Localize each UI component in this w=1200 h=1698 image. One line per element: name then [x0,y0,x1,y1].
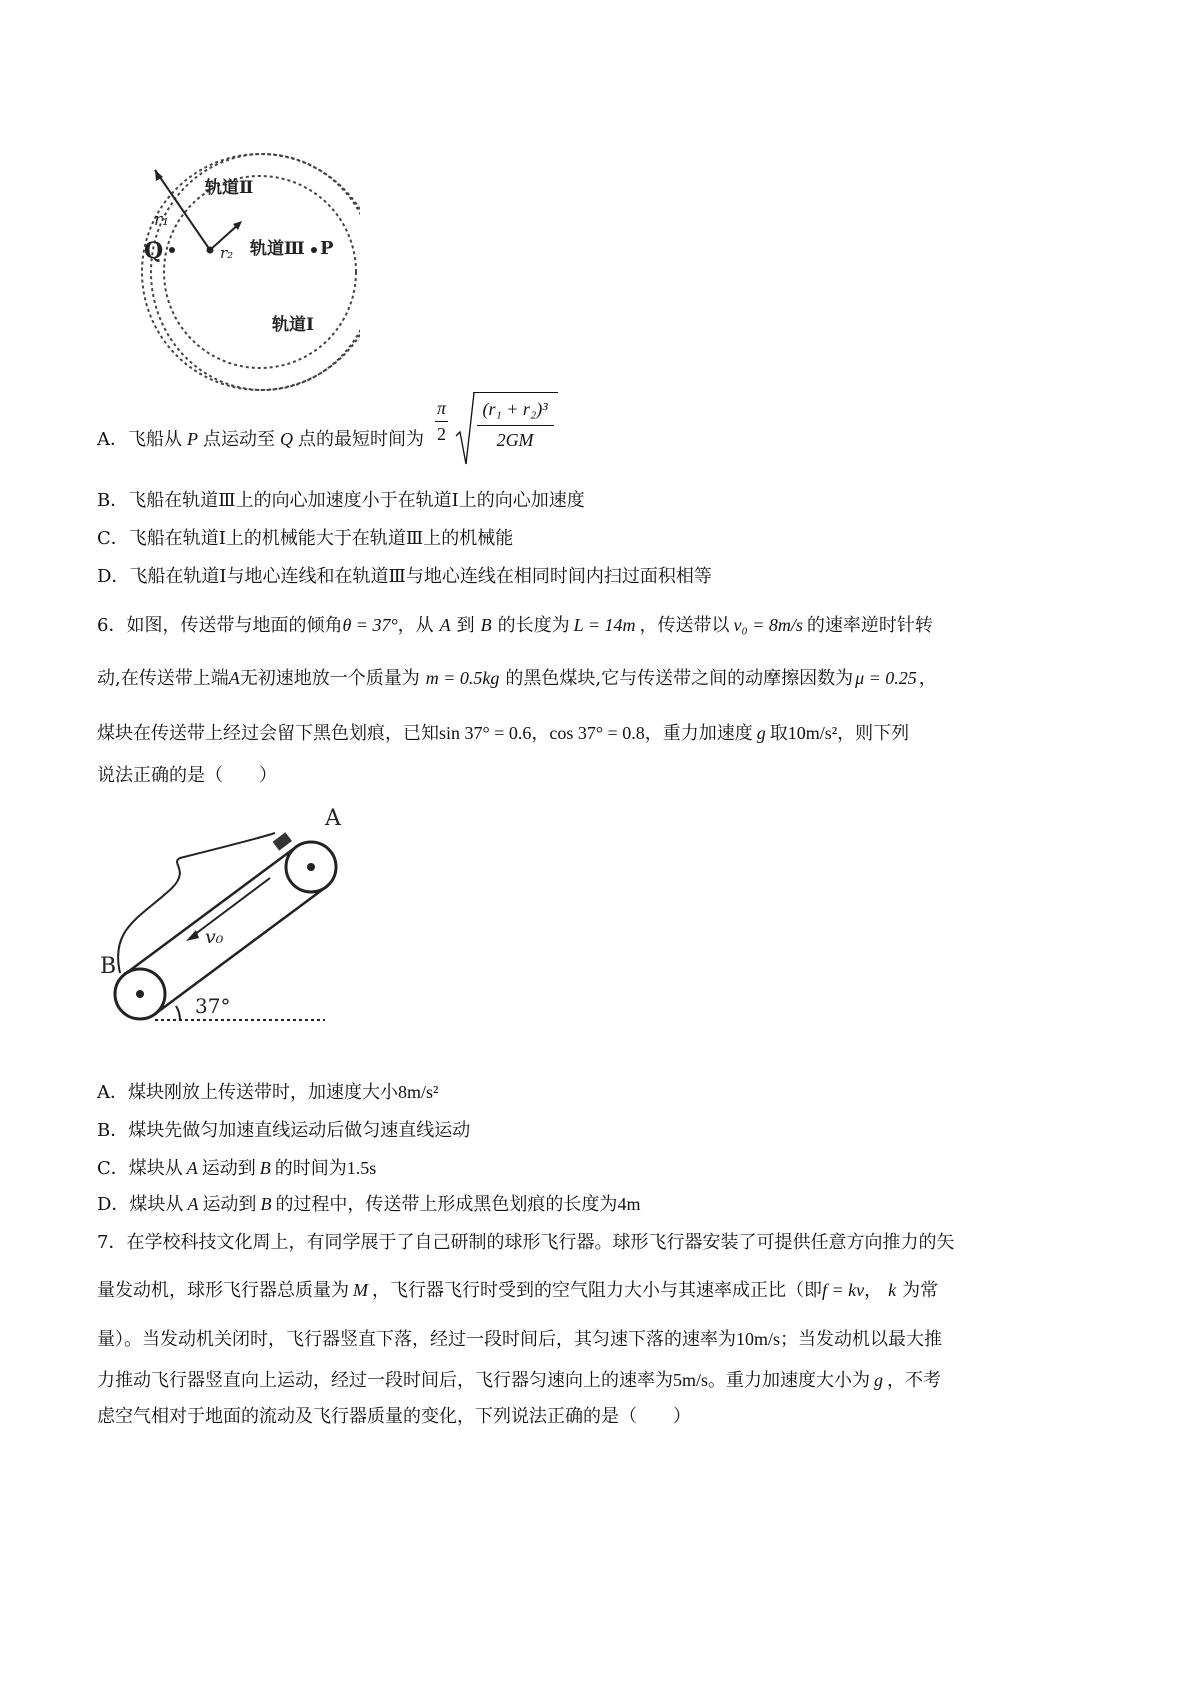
q6-option-C: C．煤块从 A 运动到 B 的时间为1.5s [97,1158,377,1179]
sqrt-expression [455,392,558,451]
q5-A-mid2: 点的最短时间为 [298,429,424,450]
q5-option-D: D．飞船在轨道Ⅰ与地心连线和在轨道Ⅲ与地心连线在相同时间内扫过面积相等 [97,566,712,587]
q6-option-A: A．煤块刚放上传送带时，加速度大小8m/s² [97,1082,439,1103]
theta-expr: θ = 37° [342,615,398,635]
q7-line-3: 量）。当发动机关闭时，飞行器竖直下落，经过一段时间后，其匀速下落的速率为10m/s；当发动机以最大推 [97,1329,943,1350]
conveyor-figure [100,808,350,1040]
q7-line-2: 量发动机，球形飞行器总质量为 M ，飞行器飞行时受到的空气阻力大小与其速率成正比（即f = kv， k 为常 [97,1280,939,1301]
frame-curve [118,833,275,973]
belt-bottom [155,887,326,1014]
q5-option-A [97,430,424,449]
orbit-I-ellipse [151,154,360,390]
label-Q: Q [144,238,164,264]
coal-block [273,832,292,850]
belt-top [125,847,296,974]
mu-expr: μ = 0.25 [855,668,917,688]
label-r1: r₁ [154,210,169,230]
q5-A-prefix: A．飞船从 [97,429,182,450]
angle-arc [176,1006,180,1020]
pulley-A-axle [307,863,315,871]
q5-option-B: B．飞船在轨道Ⅲ上的向心加速度小于在轨道Ⅰ上的向心加速度 [97,490,585,511]
label-P: P [320,238,334,259]
q6-line-1: 6．如图，传送带与地面的倾角θ = 37°，从 A 到 B 的长度为 L = 14m ，传送带以 v₀ = 8m/s 的速率逆时针转 [97,615,933,636]
fig-label-angle: 37° [195,994,231,1018]
v0-expr: v₀ = 8m/s [733,615,803,635]
q7-line-5: 虑空气相对于地面的流动及飞行器质量的变化，下列说法正确的是（ ） [97,1406,691,1427]
label-r2: r₂ [220,244,234,262]
sqrt-numerator: (r₁ + r₂)³ [477,395,554,426]
q6-line-3: 煤块在传送带上经过会留下黑色划痕，已知sin 37° = 0.6，cos 37° = 0.8，重力加速度 g 取10m/s²，则下列 [97,723,910,744]
point-P-dot [311,247,317,253]
q5-A-Q: Q [280,429,293,449]
cos-expr: cos 37° = 0.8 [549,723,645,743]
q5-A-formula [433,392,558,451]
v0-arrow [190,878,270,938]
q6-line-2: 动,在传送带上端A无初速地放一个质量为 m = 0.5kg 的黑色煤块,它与传送带之间的动摩擦因数为 μ = 0.25 ， [97,668,937,689]
length-expr: L = 14m [573,615,636,635]
drag-formula: f = kv [822,1280,865,1300]
q5-A-P: P [187,429,198,449]
mass-expr: m = 0.5kg [425,668,500,688]
label-orbit-III: 轨道Ⅲ [250,239,305,259]
fig-label-A: A [325,808,341,831]
sin-expr: sin 37° = 0.6 [439,723,532,743]
frac-numerator: π [435,398,448,422]
orbit-III-circle [164,176,356,368]
q7-line-1: 7．在学校科技文化周上，有同学展于了自己研制的球形飞行器。球形飞行器安装了可提供任意方向推力的矢 [97,1232,955,1253]
sqrt-denominator: 2GM [496,430,534,450]
q6-line-4: 说法正确的是（ ） [97,765,277,786]
frac-denominator: 2 [437,424,447,444]
radical-sign-icon [455,392,475,466]
fig-label-B: B [100,954,117,979]
pulley-B-axle [136,990,144,998]
q7-line-4: 力推动飞行器竖直向上运动，经过一段时间后，飞行器匀速向上的速率为5m/s。重力加速度大小为 g ，不考 [97,1370,942,1391]
q6-option-B: B．煤块先做匀加速直线运动后做匀速直线运动 [97,1120,471,1141]
label-orbit-II: 轨道Ⅱ [205,178,254,198]
q5-A-mid: 点运动至 [203,429,275,450]
g-value: 10m/s² [787,723,838,743]
orbit-figure [100,150,360,405]
q6-option-D: D．煤块从 A 运动到 B 的过程中，传送带上形成黑色划痕的长度为4m [97,1194,641,1215]
pi-over-2-fraction [435,398,448,445]
point-Q-dot [169,247,175,253]
q5-option-C: C．飞船在轨道Ⅰ上的机械能大于在轨道Ⅲ上的机械能 [97,528,514,549]
label-orbit-I: 轨道Ⅰ [272,315,314,335]
fig-label-v0: v₀ [205,926,224,948]
